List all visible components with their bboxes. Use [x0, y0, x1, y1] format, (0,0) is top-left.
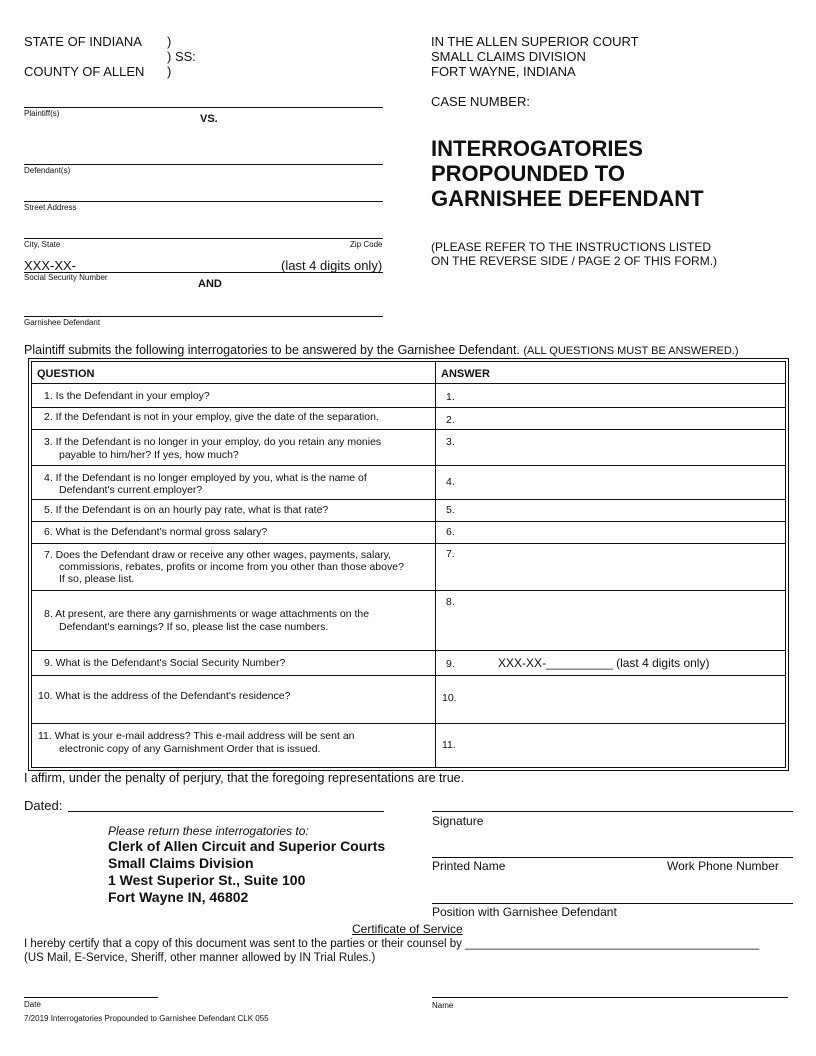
ss-label: ) SS:	[167, 49, 196, 64]
question-2: 2. If the Defendant is not in your employ, give the date of the separation.	[44, 411, 379, 423]
court-line-3: FORT WAYNE, INDIANA	[431, 64, 576, 79]
printed-name-label: Printed Name	[432, 859, 506, 873]
answer-11[interactable]: 11.	[442, 739, 456, 751]
answer-7[interactable]: 7.	[446, 548, 455, 560]
row-divider	[32, 499, 785, 500]
county-label: COUNTY OF ALLEN	[24, 64, 145, 79]
footer-text: 7/2019 Interrogatories Propounded to Garnishee Defendant CLK 055	[24, 1014, 269, 1023]
question-1: 1. Is the Defendant in your employ?	[44, 390, 210, 402]
date-line[interactable]	[24, 997, 158, 998]
answer-2[interactable]: 2.	[446, 414, 455, 426]
return-line-4: Fort Wayne IN, 46802	[108, 889, 249, 905]
questions-table-inner	[31, 361, 786, 768]
title-note-2: ON THE REVERSE SIDE / PAGE 2 OF THIS FORM.)	[431, 254, 718, 268]
question-3-cont: payable to him/her? If yes, how much?	[59, 449, 239, 461]
garnishee-line[interactable]	[24, 316, 383, 317]
answer-header: ANSWER	[441, 368, 490, 380]
row-divider	[32, 723, 785, 724]
ssn-label: Social Security Number	[24, 273, 108, 282]
position-line[interactable]	[432, 903, 793, 904]
row-divider	[32, 521, 785, 522]
answer-5[interactable]: 5.	[446, 504, 455, 516]
name-line[interactable]	[432, 997, 788, 998]
affirm-text: I affirm, under the penalty of perjury, that the foregoing representations are true.	[24, 771, 465, 785]
dated-label: Dated:	[24, 798, 63, 813]
intro-note: (ALL QUESTIONS MUST BE ANSWERED.)	[523, 345, 739, 357]
zip-label: Zip Code	[350, 240, 383, 249]
column-separator	[435, 362, 436, 767]
title-note-1: (PLEASE REFER TO THE INSTRUCTIONS LISTED	[431, 240, 712, 254]
printed-name-line[interactable]	[432, 857, 793, 858]
city-label: City, State	[24, 240, 61, 249]
plaintiff-line[interactable]	[24, 107, 383, 108]
defendant-line[interactable]	[24, 164, 383, 165]
signature-line[interactable]	[432, 811, 793, 812]
question-4: 4. If the Defendant is no longer employed by you, what is the name of	[44, 472, 367, 484]
certificate-line-1[interactable]: I hereby certify that a copy of this document was sent to the parties or their counsel by ______________________________________________	[24, 938, 760, 950]
answer-3[interactable]: 3.	[446, 436, 455, 448]
row-divider	[32, 650, 785, 651]
vs-label: VS.	[200, 113, 218, 125]
question-7-cont: commissions, rebates, profits or income from you other than those above?	[59, 561, 404, 573]
ssn-value[interactable]: XXX-XX-	[24, 258, 77, 273]
ssn-note: (last 4 digits only)	[281, 258, 383, 273]
and-label: AND	[198, 278, 222, 290]
street-line[interactable]	[24, 201, 383, 202]
city-line[interactable]	[24, 238, 383, 239]
question-8: 8. At present, are there any garnishments or wage attachments on the	[44, 608, 370, 620]
answer-9[interactable]: 9.	[446, 658, 455, 670]
certificate-line-2: (US Mail, E-Service, Sheriff, other manner allowed by IN Trial Rules.)	[24, 952, 376, 964]
answer-6[interactable]: 6.	[446, 526, 455, 538]
answer-10[interactable]: 10.	[442, 692, 457, 704]
row-divider	[32, 407, 785, 408]
question-7: 7. Does the Defendant draw or receive any other wages, payments, salary,	[44, 549, 392, 561]
row-divider	[32, 383, 785, 384]
title-line-2: PROPOUNDED TO	[431, 161, 625, 186]
return-line-2: Small Claims Division	[108, 855, 254, 871]
name-label: Name	[432, 1001, 454, 1010]
intro-main: Plaintiff submits the following interrogatories to be answered by the Garnishee Defendant.	[24, 343, 520, 357]
questions-table	[28, 358, 789, 771]
plaintiff-label: Plaintiff(s)	[24, 109, 60, 118]
return-intro: Please return these interrogatories to:	[108, 824, 309, 838]
question-6: 6. What is the Defendant's normal gross salary?	[44, 526, 268, 538]
question-8-cont: Defendant's earnings? If so, please list the case numbers.	[59, 621, 329, 633]
question-11: 11. What is your e-mail address? This e-mail address will be sent an	[38, 730, 355, 742]
question-5: 5. If the Defendant is on an hourly pay rate, what is that rate?	[44, 504, 329, 516]
signature-label: Signature	[432, 814, 484, 828]
answer-1[interactable]: 1.	[446, 391, 455, 403]
question-7-cont2: If so, please list.	[59, 573, 135, 585]
row-divider	[32, 429, 785, 430]
state-label: STATE OF INDIANA	[24, 34, 142, 49]
row-divider	[32, 465, 785, 466]
dated-line[interactable]	[68, 811, 384, 812]
intro-text	[24, 343, 739, 357]
row-divider	[32, 590, 785, 591]
title-line-3: GARNISHEE DEFENDANT	[431, 186, 704, 211]
question-10: 10. What is the address of the Defendant's residence?	[38, 690, 291, 702]
answer-9-ssn[interactable]: XXX-XX-__________ (last 4 digits only)	[498, 656, 710, 670]
answer-8[interactable]: 8.	[446, 596, 455, 608]
question-4-cont: Defendant's current employer?	[59, 484, 203, 496]
court-line-2: SMALL CLAIMS DIVISION	[431, 49, 586, 64]
date-label: Date	[24, 1000, 41, 1009]
row-divider	[32, 543, 785, 544]
question-11-cont: electronic copy of any Garnishment Order that is issued.	[59, 743, 321, 755]
garnishee-label: Garnishee Defendant	[24, 318, 101, 327]
answer-4[interactable]: 4.	[446, 476, 455, 488]
court-line-1: IN THE ALLEN SUPERIOR COURT	[431, 34, 639, 49]
case-number-label: CASE NUMBER:	[431, 94, 530, 109]
return-line-3: 1 West Superior St., Suite 100	[108, 872, 306, 888]
row-divider	[32, 675, 785, 676]
title-line-1: INTERROGATORIES	[431, 136, 643, 161]
work-phone-label: Work Phone Number	[667, 859, 779, 873]
question-3: 3. If the Defendant is no longer in your employ, do you retain any monies	[44, 436, 382, 448]
paren-1: )	[167, 34, 172, 49]
street-label: Street Address	[24, 203, 77, 212]
question-header: QUESTION	[37, 368, 95, 380]
position-label: Position with Garnishee Defendant	[432, 905, 617, 919]
defendant-label: Defendant(s)	[24, 166, 71, 175]
paren-3: )	[167, 64, 172, 79]
certificate-title: Certificate of Service	[352, 922, 463, 936]
question-9: 9. What is the Defendant's Social Security Number?	[44, 657, 286, 669]
return-line-1: Clerk of Allen Circuit and Superior Courts	[108, 838, 386, 854]
